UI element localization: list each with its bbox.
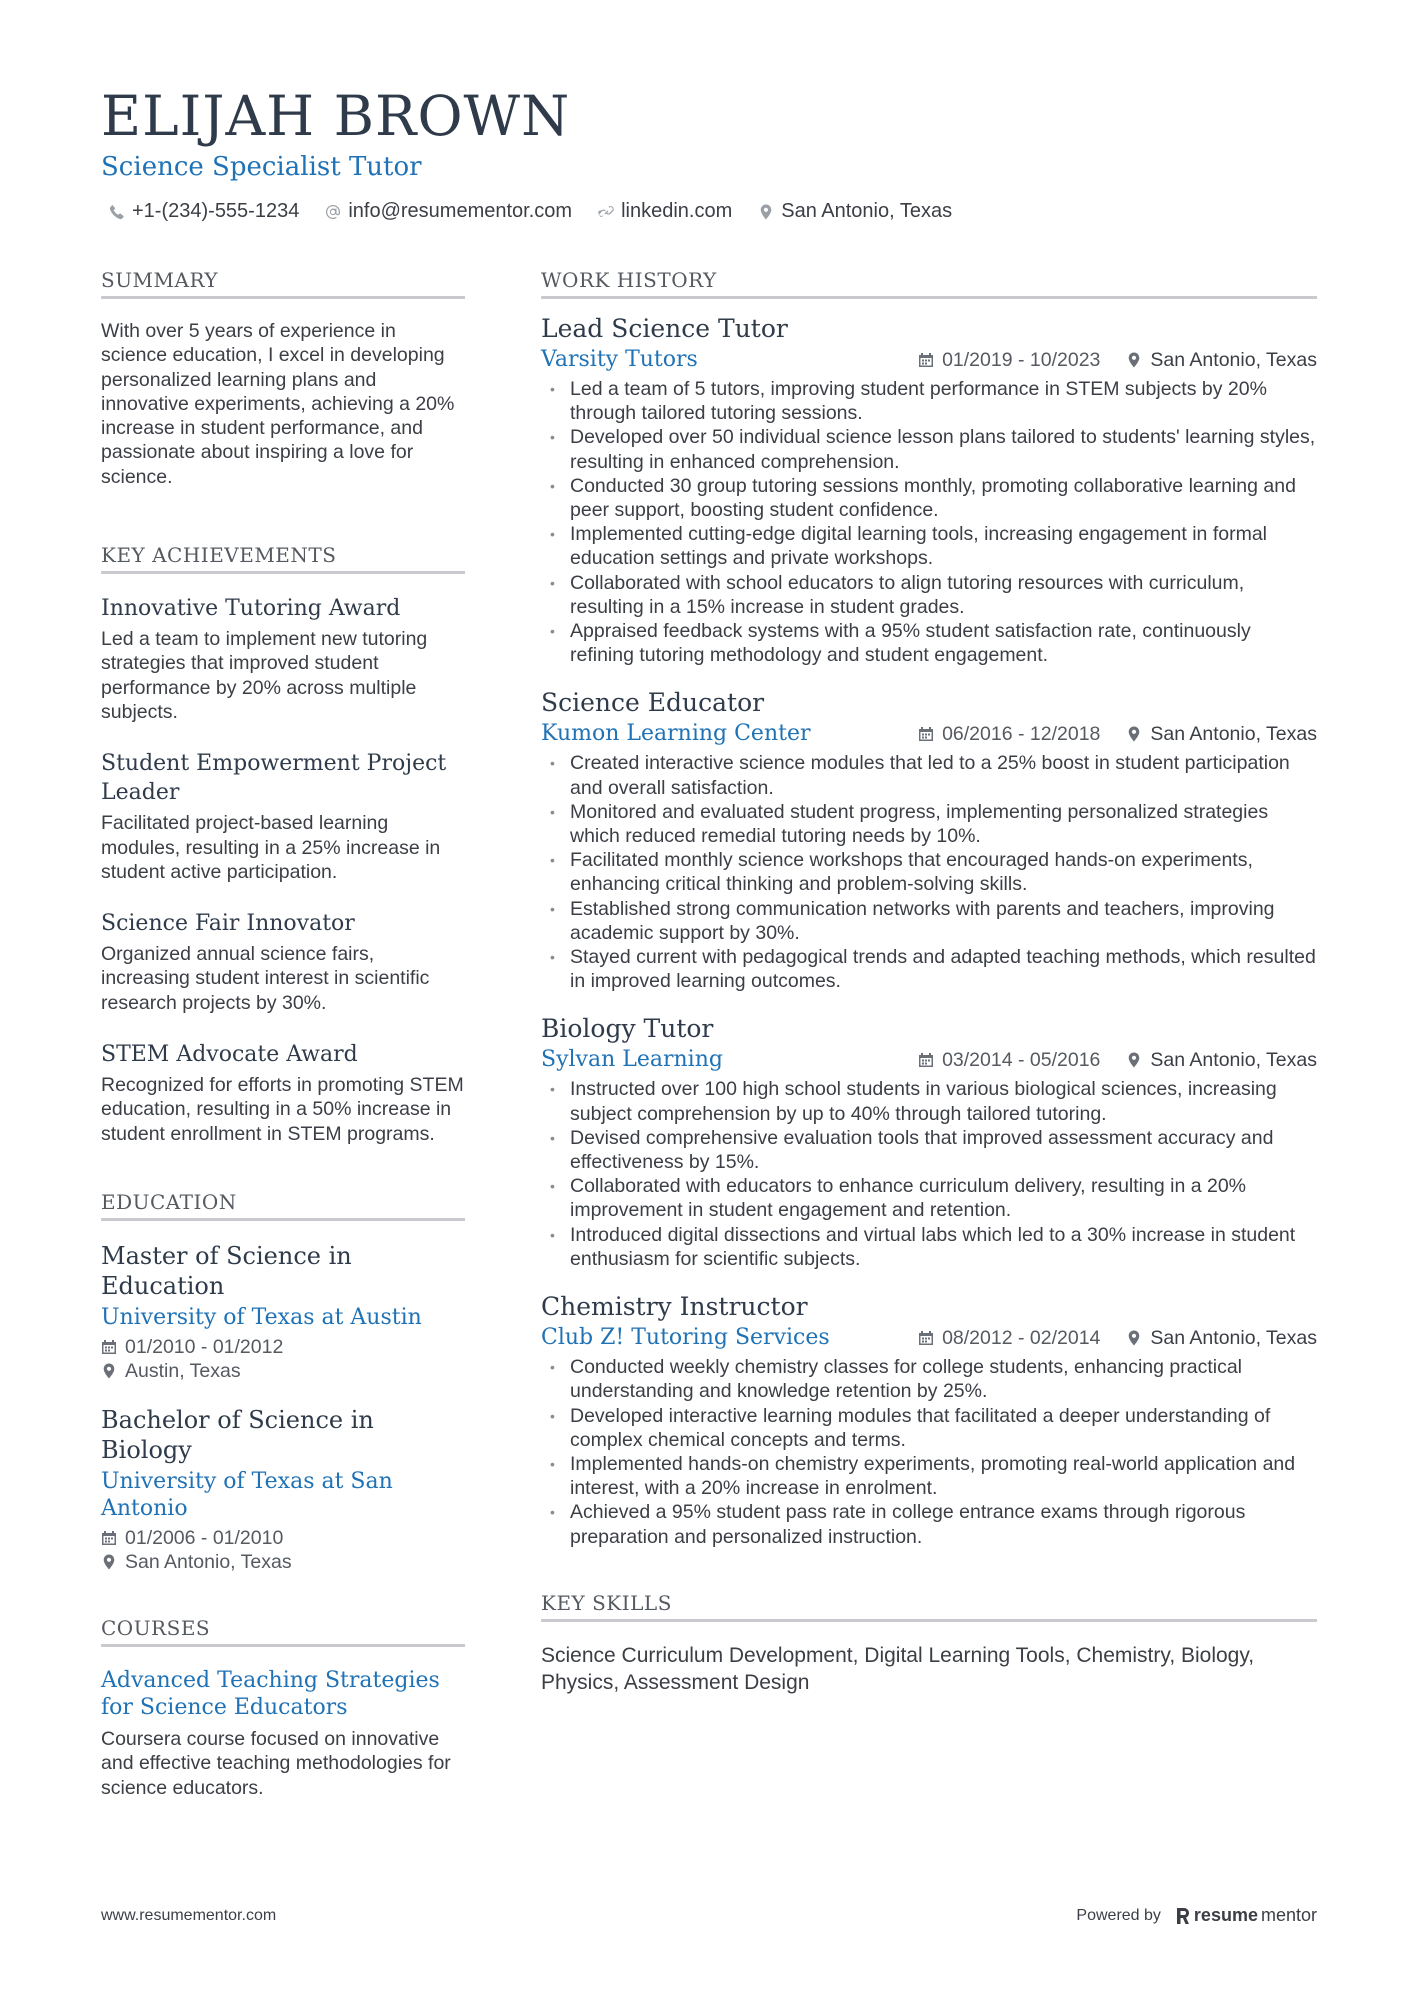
- skills-section: [541, 1591, 1317, 1696]
- job-dates: [918, 1049, 1100, 1072]
- list-item: • Achieved a 95% student pass rate in college entrance exams through rigorous preparation and personalized instruction.: [541, 1500, 1317, 1548]
- job-bullets: [541, 1077, 1317, 1271]
- list-item: • Implemented cutting-edge digital learning tools, increasing engagement in formal education settings and private workshops.: [541, 522, 1317, 570]
- achievements-section: [101, 543, 465, 1146]
- job-location: [1126, 1327, 1317, 1350]
- company-name: Varsity Tutors: [541, 347, 698, 372]
- location-text: San Antonio, Texas: [1150, 1048, 1317, 1071]
- link-icon: [598, 204, 614, 220]
- education-heading: EDUCATION: [101, 1190, 465, 1221]
- list-item: • Devised comprehensive evaluation tools that improved assessment accuracy and effectiveness by 15%.: [541, 1126, 1317, 1174]
- job-title: Science Educator: [541, 688, 765, 718]
- education-item: [101, 1241, 465, 1383]
- location-text: Austin, Texas: [125, 1359, 241, 1382]
- achievement-title: Student Empowerment Project Leader: [101, 751, 447, 806]
- footer-website[interactable]: www.resumementor.com: [101, 1906, 277, 1924]
- list-item: • Stayed current with pedagogical trends and adapted teaching methods, which resulted in improved learning outcomes.: [541, 945, 1317, 993]
- linkedin-text[interactable]: linkedin.com: [621, 200, 733, 222]
- achievement-item: [101, 594, 465, 724]
- job-location: [1126, 1049, 1317, 1072]
- list-item: • Conducted weekly chemistry classes for college students, enhancing practical understanding and knowledge retention by 25%.: [541, 1355, 1317, 1403]
- dates-text: 01/2019 - 10/2023: [942, 348, 1101, 371]
- brand-logo[interactable]: [1175, 1905, 1317, 1926]
- company-name: Club Z! Tutoring Services: [541, 1325, 830, 1351]
- dates-text: 01/2006 - 01/2010: [125, 1526, 284, 1549]
- brand-bold: resume: [1193, 1905, 1258, 1925]
- achievement-text: Recognized for efforts in promoting STEM education, resulting in a 50% increase in student enrollment in STEM programs.: [101, 1074, 464, 1145]
- job-meta-row: [541, 1324, 1317, 1352]
- achievement-title: Science Fair Innovator: [101, 911, 355, 937]
- course-item: [101, 1667, 465, 1800]
- achievement-item: [101, 749, 465, 884]
- courses-heading: COURSES: [101, 1616, 465, 1647]
- dates-text: 08/2012 - 02/2014: [942, 1326, 1101, 1349]
- job-location: [1126, 723, 1317, 746]
- contact-location: [758, 200, 952, 223]
- education-dates: [101, 1526, 465, 1550]
- degree-title: Master of Science in Education: [101, 1241, 352, 1300]
- education-dates: [101, 1335, 465, 1359]
- dates-text: 01/2010 - 01/2012: [125, 1335, 284, 1358]
- job-entry: [541, 1291, 1317, 1549]
- contact-phone: [109, 200, 299, 223]
- achievement-text: Led a team to implement new tutoring strategies that improved student performance by 20% across multiple subjects.: [101, 628, 428, 723]
- achievement-text: Facilitated project-based learning modules, resulting in a 25% increase in student active participation.: [101, 812, 441, 883]
- contact-email[interactable]: [325, 200, 572, 223]
- job-dates: [918, 723, 1100, 746]
- skills-text: Science Curriculum Development, Digital Learning Tools, Chemistry, Biology, Physics, Assessment Design: [541, 1643, 1255, 1694]
- location-pin-icon: [1126, 726, 1142, 742]
- company-name: Kumon Learning Center: [541, 721, 811, 747]
- work-history-heading: WORK HISTORY: [541, 268, 1317, 299]
- summary-heading: SUMMARY: [101, 268, 465, 299]
- job-dates: [918, 349, 1100, 372]
- job-title: Biology Tutor: [541, 1014, 714, 1044]
- location-text: San Antonio, Texas: [1150, 722, 1317, 745]
- list-item: • Facilitated monthly science workshops that encouraged hands-on experiments, enhancing critical thinking and problem-solving skills.: [541, 848, 1317, 896]
- location-pin-icon: [101, 1363, 117, 1379]
- list-item: • Monitored and evaluated student progress, implementing personalized strategies which reduced remedial tutoring needs by 10%.: [541, 800, 1317, 848]
- job-title: Lead Science Tutor: [541, 314, 788, 343]
- achievement-title: Innovative Tutoring Award: [101, 596, 401, 622]
- job-dates: [918, 1327, 1100, 1350]
- education-section: [101, 1190, 465, 1574]
- education-location: [101, 1550, 465, 1574]
- achievements-heading: KEY ACHIEVEMENTS: [101, 543, 465, 574]
- list-item: • Established strong communication networks with parents and teachers, improving academic support by 30%.: [541, 897, 1317, 945]
- phone-text: +1-(234)-555-1234: [132, 200, 300, 222]
- dates-text: 03/2014 - 05/2016: [942, 1048, 1101, 1071]
- degree-title: Bachelor of Science in Biology: [101, 1405, 374, 1464]
- job-meta: [918, 349, 1317, 372]
- list-item: • Implemented hands-on chemistry experiments, promoting real-world application and interest, with a 20% increase in enrolment.: [541, 1452, 1317, 1500]
- job-meta: [918, 1327, 1317, 1350]
- location-pin-icon: [101, 1554, 117, 1570]
- job-location: [1126, 349, 1317, 372]
- left-column: [101, 268, 465, 1800]
- skills-heading: KEY SKILLS: [541, 1591, 1317, 1622]
- candidate-name: ELIJAH BROWN: [101, 84, 571, 148]
- location-text: San Antonio, Texas: [1150, 1326, 1317, 1349]
- job-bullets: [541, 1355, 1317, 1549]
- job-meta: [918, 1049, 1317, 1072]
- achievement-title: STEM Advocate Award: [101, 1042, 358, 1068]
- contact-linkedin[interactable]: [598, 200, 732, 223]
- location-pin-icon: [758, 204, 774, 220]
- list-item: • Created interactive science modules that led to a 25% boost in student participation and overall satisfaction.: [541, 751, 1317, 799]
- job-meta-row: [541, 1046, 1317, 1074]
- achievement-item: [101, 909, 465, 1015]
- list-item: • Appraised feedback systems with a 95% student satisfaction rate, continuously refining tutoring methodology and student engagement.: [541, 619, 1317, 667]
- school-name: University of Texas at San Antonio: [101, 1468, 393, 1521]
- calendar-icon: [101, 1530, 117, 1546]
- powered-by-text: Powered by: [1076, 1906, 1161, 1924]
- calendar-icon: [918, 726, 934, 742]
- job-entry: [541, 687, 1317, 993]
- job-meta-row: [541, 720, 1317, 748]
- calendar-icon: [918, 352, 934, 368]
- courses-section: [101, 1616, 465, 1800]
- candidate-role: Science Specialist Tutor: [101, 152, 422, 182]
- location-pin-icon: [1126, 1330, 1142, 1346]
- powered-by: [1076, 1905, 1317, 1926]
- company-name: Sylvan Learning: [541, 1047, 723, 1073]
- school-name: University of Texas at Austin: [101, 1304, 422, 1330]
- location-pin-icon: [1126, 352, 1142, 368]
- work-history-section: [541, 268, 1317, 1549]
- summary-section: [101, 268, 465, 489]
- location-pin-icon: [1126, 1052, 1142, 1068]
- phone-icon: [109, 204, 125, 220]
- education-item: [101, 1405, 465, 1574]
- list-item: • Collaborated with school educators to align tutoring resources with curriculum, resulting in a 15% increase in student grades.: [541, 571, 1317, 619]
- list-item: • Conducted 30 group tutoring sessions monthly, promoting collaborative learning and peer support, boosting student confidence.: [541, 474, 1317, 522]
- list-item: • Developed interactive learning modules that facilitated a deeper understanding of complex chemical concepts and terms.: [541, 1404, 1317, 1452]
- course-title: Advanced Teaching Strategies for Science Educators: [101, 1667, 440, 1720]
- page-footer: [101, 1905, 1317, 1926]
- contact-bar: [101, 200, 1321, 223]
- list-item: • Introduced digital dissections and virtual labs which led to a 30% increase in student enthusiasm for scientific subjects.: [541, 1223, 1317, 1271]
- calendar-icon: [101, 1339, 117, 1355]
- at-icon: [325, 204, 341, 220]
- location-text: San Antonio, Texas: [125, 1550, 292, 1573]
- course-text: Coursera course focused on innovative and effective teaching methodologies for science educators.: [101, 1727, 451, 1799]
- job-entry: [541, 313, 1317, 667]
- right-column: [541, 268, 1317, 1696]
- job-bullets: [541, 377, 1317, 667]
- location-text: San Antonio, Texas: [1150, 348, 1317, 371]
- list-item: • Developed over 50 individual science lesson plans tailored to students' learning styles, resulting in enhanced comprehension.: [541, 425, 1317, 473]
- list-item: • Collaborated with educators to enhance curriculum delivery, resulting in a 20% improvement in student engagement and retention.: [541, 1174, 1317, 1222]
- summary-text: With over 5 years of experience in science education, I excel in developing personalized learning plans and innovative experiments, achieving a 20% increase in student performance, and passionate about inspiring a love for science.: [101, 320, 455, 488]
- education-location: [101, 1359, 465, 1383]
- achievement-text: Organized annual science fairs, increasing student interest in scientific research projects by 30%.: [101, 943, 430, 1014]
- list-item: • Instructed over 100 high school students in various biological sciences, increasing subject comprehension by up to 40% through tailored tutoring.: [541, 1077, 1317, 1125]
- calendar-icon: [918, 1330, 934, 1346]
- job-bullets: [541, 751, 1317, 993]
- resume-header: [101, 84, 1321, 223]
- brand-light: mentor: [1260, 1905, 1317, 1925]
- job-title: Chemistry Instructor: [541, 1292, 808, 1322]
- job-meta-row: [541, 346, 1317, 374]
- job-meta: [918, 723, 1317, 746]
- calendar-icon: [918, 1052, 934, 1068]
- job-entry: [541, 1013, 1317, 1271]
- resumementor-logo-icon: [1175, 1906, 1191, 1926]
- dates-text: 06/2016 - 12/2018: [942, 722, 1101, 745]
- email-text[interactable]: info@resumementor.com: [348, 200, 573, 222]
- list-item: • Led a team of 5 tutors, improving student performance in STEM subjects by 20% through tailored tutoring sessions.: [541, 377, 1317, 425]
- achievement-item: [101, 1040, 465, 1146]
- location-text: San Antonio, Texas: [781, 200, 953, 222]
